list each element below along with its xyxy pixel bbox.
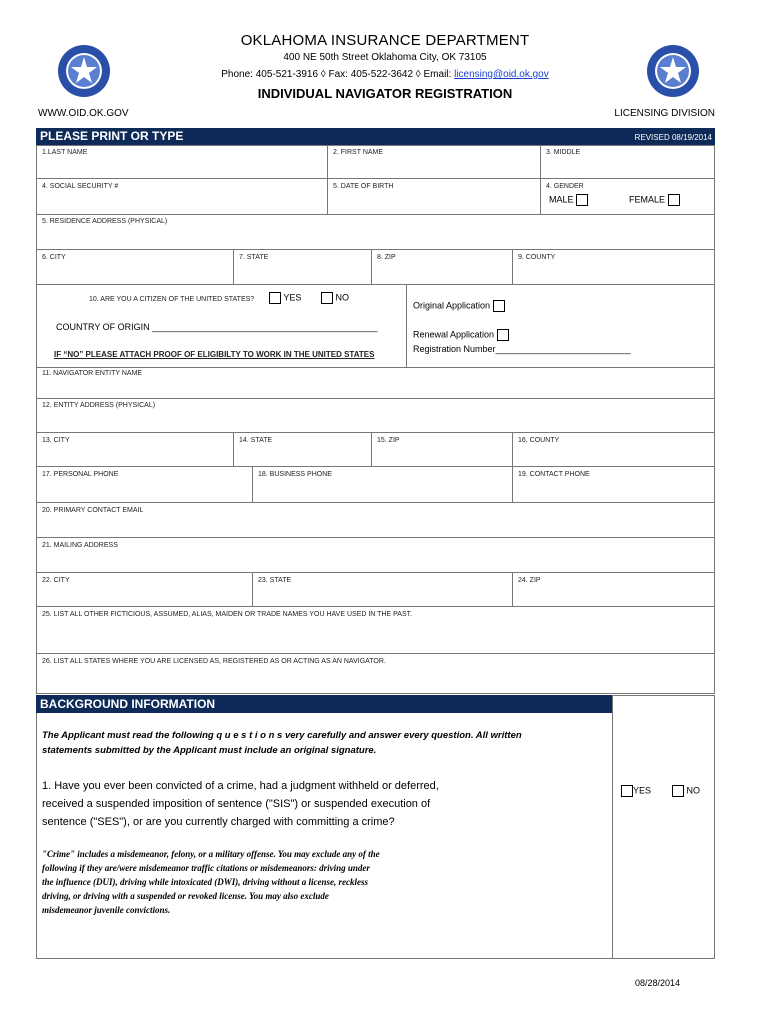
crime-definition-line1: "Crime" includes a misdemeanor, felony, or a military offense. You may exclude any of the	[42, 849, 380, 859]
entity-county-label: 16. COUNTY	[518, 437, 560, 444]
citizen-no-checkbox[interactable]	[321, 292, 333, 304]
female-label: FEMALE	[629, 194, 666, 205]
renewal-application-label: Renewal Application	[413, 329, 495, 340]
dob-field[interactable]	[327, 178, 541, 215]
question-1-line2: received a suspended imposition of sentence ("SIS") or suspended execution of	[42, 798, 431, 810]
residence-label: 5. RESIDENCE ADDRESS (PHYSICAL)	[42, 218, 168, 225]
entity-state-label: 14. STATE	[239, 437, 273, 444]
middle-name-field[interactable]	[540, 145, 715, 179]
citizen-yes-checkbox[interactable]	[269, 292, 281, 304]
male-label: MALE	[549, 194, 574, 205]
states-licensed-label: 26. LIST ALL STATES WHERE YOU ARE LICENSED AS, REGISTERED AS OR ACTING AS AN NAVIGATOR.	[42, 658, 386, 665]
if-no-instruction: IF “NO” PLEASE ATTACH PROOF OF ELIGIBILTY TO WORK IN THE UNITED STATES	[54, 350, 375, 359]
renewal-application-checkbox[interactable]	[497, 329, 509, 341]
business-phone-label: 18. BUSINESS PHONE	[258, 471, 332, 478]
website-link[interactable]: WWW.OID.OK.GOV	[38, 108, 129, 119]
states-licensed-field[interactable]	[36, 653, 715, 694]
first-name-label: 2. FIRST NAME	[333, 149, 384, 156]
citizenship-section	[36, 284, 407, 368]
background-answer-area	[612, 695, 715, 959]
entity-city-field[interactable]	[36, 432, 234, 467]
business-phone-field[interactable]	[252, 466, 513, 503]
entity-city-label: 13. CITY	[42, 437, 70, 444]
background-question-area	[36, 713, 613, 959]
entity-name-field[interactable]	[36, 367, 715, 399]
crime-definition-line2: following if they are/were misdemeanor traffic citations or misdemeanors: driving under	[42, 863, 370, 873]
crime-definition-line3: the influence (DUI), driving while intoxicated (DWI), driving without a license, reckless	[42, 877, 368, 887]
country-of-origin[interactable]: COUNTRY OF ORIGIN _____________________________________________	[56, 322, 378, 332]
entity-state-field[interactable]	[233, 432, 372, 467]
q1-no-checkbox[interactable]	[672, 785, 684, 797]
entity-address-field[interactable]	[36, 398, 715, 433]
crime-definition-line5: misdemeanor juvenile convictions.	[42, 905, 171, 915]
gender-label: 4. GENDER	[546, 183, 584, 190]
revised-date: REVISED 08/19/2014	[634, 133, 712, 142]
print-bar-label: PLEASE PRINT OR TYPE	[40, 129, 184, 143]
county-label: 9. COUNTY	[518, 254, 556, 261]
other-names-label: 25. LIST ALL OTHER FICTICIOUS, ASSUMED, ALIAS, MAIDEN OR TRADE NAMES YOU HAVE USED IN THE PAST.	[42, 611, 413, 618]
city-field[interactable]	[36, 249, 234, 285]
ssn-field[interactable]	[36, 178, 328, 215]
original-application-label: Original Application	[413, 300, 491, 311]
mailing-address-field[interactable]	[36, 537, 715, 573]
other-names-field[interactable]	[36, 606, 715, 654]
mailing-address-label: 21. MAILING ADDRESS	[42, 542, 118, 549]
mail-city-label: 22. CITY	[42, 577, 70, 584]
question-1-line3: sentence ("SES"), or are you currently charged with committing a crime?	[42, 816, 395, 828]
crime-definition-line4: driving, or driving with a suspended or revoked license. You may also exclude	[42, 891, 329, 901]
personal-phone-label: 17. PERSONAL PHONE	[42, 471, 119, 478]
mail-state-label: 23. STATE	[258, 577, 292, 584]
primary-email-label: 20. PRIMARY CONTACT EMAIL	[42, 507, 144, 514]
state-field[interactable]	[233, 249, 372, 285]
question-1-line1: 1. Have you ever been convicted of a crime, had a judgment withheld or deferred,	[42, 780, 439, 792]
female-option	[629, 194, 680, 206]
gender-field	[540, 178, 715, 215]
q1-no-label: NO	[686, 785, 701, 796]
mail-city-field[interactable]	[36, 572, 253, 607]
q1-no-option	[672, 785, 700, 797]
entity-zip-field[interactable]	[371, 432, 513, 467]
background-bar	[36, 695, 612, 713]
citizen-question: 10. ARE YOU A CITIZEN OF THE UNITED STATES?	[89, 296, 255, 303]
citizen-no-label: NO	[335, 292, 350, 303]
original-application-option	[413, 300, 505, 312]
email-link[interactable]: licensing@oid.ok.gov	[454, 69, 549, 80]
form-title: INDIVIDUAL NAVIGATOR REGISTRATION	[257, 86, 513, 101]
original-application-checkbox[interactable]	[493, 300, 505, 312]
residence-address-field[interactable]	[36, 214, 715, 250]
contact-phone-field[interactable]	[512, 466, 715, 503]
department-title: OKLAHOMA INSURANCE DEPARTMENT	[240, 32, 530, 49]
last-name-field[interactable]	[36, 145, 328, 179]
background-intro-line2: statements submitted by the Applicant must include an original signature.	[42, 745, 377, 756]
middle-name-label: 3. MIDDLE	[546, 149, 581, 156]
state-label: 7. STATE	[239, 254, 269, 261]
county-field[interactable]	[512, 249, 715, 285]
background-bar-label: BACKGROUND INFORMATION	[40, 697, 216, 711]
citizen-no-option	[321, 292, 349, 304]
entity-name-label: 11. NAVIGATOR ENTITY NAME	[42, 370, 143, 377]
citizen-yes-label: YES	[283, 292, 302, 303]
entity-address-label: 12. ENTITY ADDRESS (PHYSICAL)	[42, 402, 156, 409]
contact-line	[0, 69, 770, 80]
phone-fax-text: Phone: 405-521-3916 ◊ Fax: 405-522-3642 ◊ Email:	[221, 69, 455, 80]
q1-yes-label: YES	[633, 785, 652, 796]
first-name-field[interactable]	[327, 145, 541, 179]
footer-date: 08/28/2014	[634, 978, 680, 988]
department-address: 400 NE 50th Street Oklahoma City, OK 73105	[283, 52, 487, 63]
ssn-label: 4. SOCIAL SECURITY #	[42, 183, 119, 190]
dob-label: 5. DATE OF BIRTH	[333, 183, 394, 190]
contact-phone-label: 19. CONTACT PHONE	[518, 471, 590, 478]
male-checkbox[interactable]	[576, 194, 588, 206]
renewal-application-option	[413, 329, 509, 341]
division-label: LICENSING DIVISION	[614, 108, 715, 119]
zip-label: 8. ZIP	[377, 254, 396, 261]
city-label: 6. CITY	[42, 254, 66, 261]
application-type-section	[406, 284, 715, 368]
citizen-yes-option	[269, 292, 301, 304]
primary-email-field[interactable]	[36, 502, 715, 538]
background-intro-line1: The Applicant must read the following q u e s t i o n s very carefully and answer every question. All written	[42, 730, 522, 741]
personal-phone-field[interactable]	[36, 466, 253, 503]
entity-county-field[interactable]	[512, 432, 715, 467]
registration-number[interactable]: Registration Number___________________________	[413, 344, 631, 354]
print-bar	[36, 128, 715, 145]
last-name-label: 1.LAST NAME	[42, 149, 88, 156]
mail-state-field[interactable]	[252, 572, 513, 607]
mail-zip-field[interactable]	[512, 572, 715, 607]
q1-yes-option	[621, 785, 651, 797]
zip-field[interactable]	[371, 249, 513, 285]
q1-yes-checkbox[interactable]	[621, 785, 633, 797]
mail-zip-label: 24. ZIP	[518, 577, 541, 584]
female-checkbox[interactable]	[668, 194, 680, 206]
male-option	[549, 194, 588, 206]
entity-zip-label: 15. ZIP	[377, 437, 400, 444]
